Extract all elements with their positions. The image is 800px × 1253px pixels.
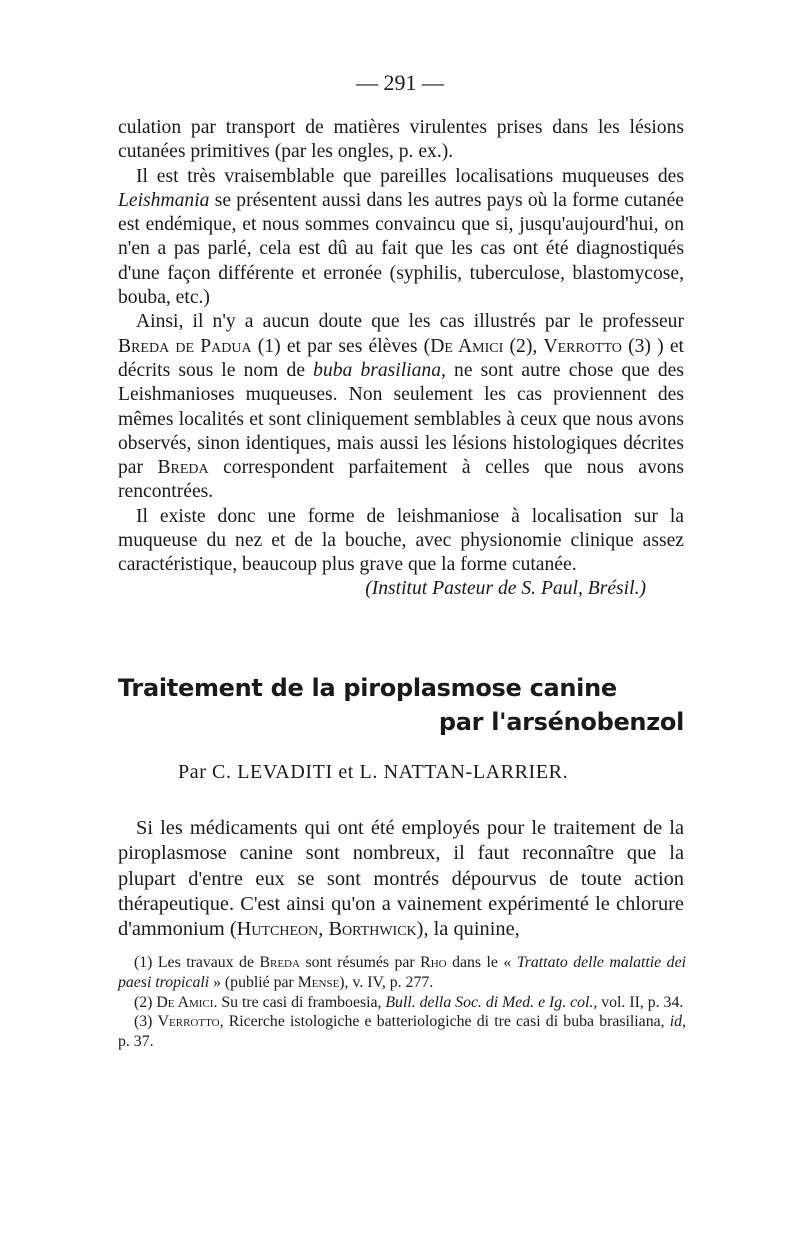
footnote-3: (3) Verrotto, Ricerche istologiche e batteriologiche di tre casi di buba brasiliana, id, p. 37. xyxy=(118,1013,686,1051)
footnotes xyxy=(118,953,686,1052)
article-authors: Par C. LEVADITI et L. NATTAN-LARRIER. xyxy=(178,761,569,783)
article-title-line-2: par l'arsénobenzol xyxy=(438,708,684,736)
paragraph: Il est très vraisemblable que pareilles localisations muqueuses des Leishmania se présentent aussi dans les autres pays où la forme cutanée est endémique, et nous sommes convaincu que si, jusqu'aujourd'hui, on n'en a pas parlé, cela est dû au fait que les cas ont été diagnostiqués d'une façon différente et erronée (syphilis, tuberculose, blastomycose, bouba, etc.) xyxy=(118,165,684,309)
footnote-2: (2) De Amici. Su tre casi di framboesia, Bull. della Soc. di Med. e Ig. col., vol. II, p. 34. xyxy=(134,993,684,1011)
first-article-body xyxy=(118,116,684,578)
italic-term: Leishmania xyxy=(118,189,210,211)
author-name: Hutcheon xyxy=(236,918,319,941)
italic-term: buba brasiliana, xyxy=(313,359,446,381)
paragraph: culation par transport de matières virulentes prises dans les lésions cutanées primitives (par les ongles, p. ex.). xyxy=(118,117,684,163)
author-name: Breda de Padua xyxy=(118,335,252,357)
second-article-body xyxy=(118,816,684,942)
author-name: De Amici xyxy=(430,335,504,357)
author-name: Verrotto xyxy=(543,335,622,357)
footnote-1: (1) Les travaux de Breda sont résumés par Rho dans le « Trattato delle malattie dei paesi tropicali » (publié par Mense), v. IV, p. 277. xyxy=(118,954,686,991)
page-number: — 291 — xyxy=(356,70,444,95)
paragraph: Si les médicaments qui ont été employés pour le traitement de la piroplasmose canine sont nombreux, il faut reconnaître que la plupart d'entre eux se sont montrés dépourvus de toute action thérapeutique. C'est ainsi qu'on a vainement expérimenté le chlorure d'ammonium (Hutcheon, Borthwick), la quinine, xyxy=(118,817,684,941)
paragraph: Ainsi, il n'y a aucun doute que les cas illustrés par le professeur Breda de Padua (1) et par ses élèves (De Amici (2), Verrotto (3) ) et décrits sous le nom de buba brasiliana, ne sont autre chose que des Leishmanioses muqueuses. Non seulement les cas proviennent des mêmes localités et sont cliniquement semblables à ceux que nous avons observés, sinon identiques, mais aussi les lésions histologiques décrites par Breda correspondent parfaitement à celles que nous avons rencontrées. xyxy=(118,311,684,503)
source-affiliation: (Institut Pasteur de S. Paul, Brésil.) xyxy=(365,578,646,599)
paragraph: Il existe donc une forme de leishmaniose à localisation sur la muqueuse du nez et de la bouche, avec physionomie clinique assez caractéristique, beaucoup plus grave que la forme cutanée. xyxy=(118,505,684,576)
article-title-line-1: Traitement de la piroplasmose canine xyxy=(118,674,617,702)
author-name: Borthwick xyxy=(328,918,417,941)
author-name: Breda xyxy=(157,457,209,479)
